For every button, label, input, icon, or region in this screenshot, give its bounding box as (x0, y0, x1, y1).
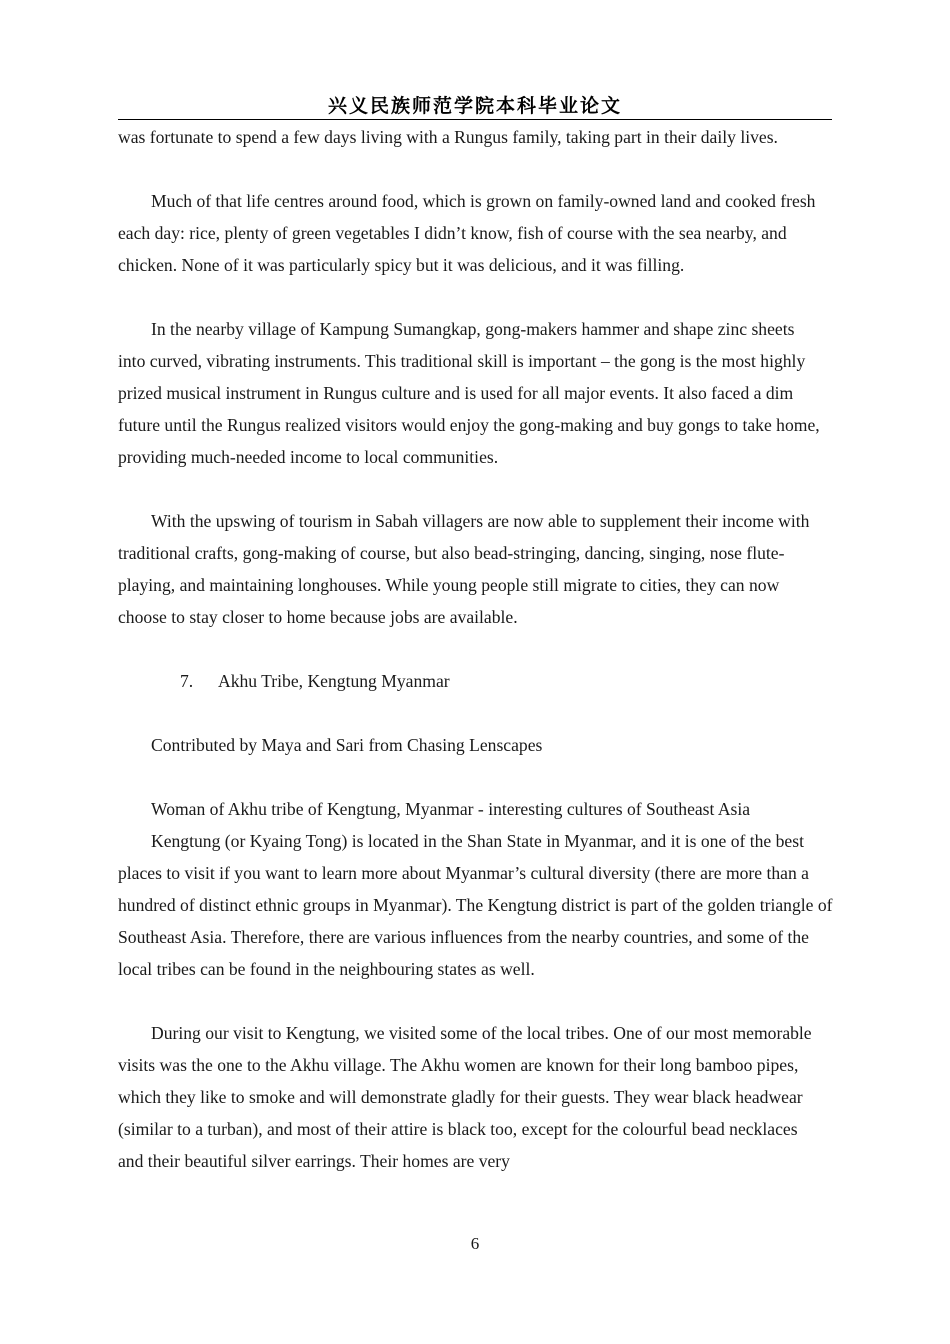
paragraph-continuation: was fortunate to spend a few days living with a Rungus family, taking part in their daily lives. (118, 127, 778, 147)
paragraph-akhu-visit: During our visit to Kengtung, we visited some of the local tribes. One of our most memorable visits was the one to the Akhu village. The Akhu women are known for their long bamboo pipes, which they like to smoke and will demonstrate gladly for their guests. They wear black headwear (similar to a turban), and most of their attire is black too, except for the colourful bead necklaces and their beautiful silver earrings. Their homes are very (118, 1023, 812, 1171)
paragraph-kengtung: Kengtung (or Kyaing Tong) is located in the Shan State in Myanmar, and it is one of the best places to visit if you want to learn more about Myanmar’s cultural diversity (there are more than a hundred of distinct ethnic groups in Myanmar). The Kengtung district is part of the golden triangle of Southeast Asia. Therefore, there are various influences from the nearby countries, and some of the local tribes can be found in the neighbouring states as well. (118, 831, 833, 979)
paragraph-gap (118, 633, 834, 665)
paragraph-image-caption: Woman of Akhu tribe of Kengtung, Myanmar - interesting cultures of Southeast Asia (151, 799, 751, 819)
paragraph-gap (118, 281, 834, 313)
paragraph-gap (118, 985, 834, 1017)
paragraph-gap (118, 697, 834, 729)
paragraph-gap (118, 473, 834, 505)
list-label: Akhu Tribe, Kengtung Myanmar (218, 671, 450, 691)
paragraph-food: Much of that life centres around food, which is grown on family-owned land and cooked fresh each day: rice, plenty of green vegetables I didn’t know, fish of course with the sea nearby, and chicken. None of it was particularly spicy but it was delicious, and it was filling. (118, 191, 816, 275)
page-number: 6 (470, 1234, 480, 1253)
document-body (118, 121, 834, 1177)
list-item-akhu-tribe (118, 665, 834, 697)
paragraph-gap (118, 153, 834, 185)
paragraph-gong-makers: In the nearby village of Kampung Sumangkap, gong-makers hammer and shape zinc sheets into curved, vibrating instruments. This traditional skill is important – the gong is the most highly prized musical instrument in Rungus culture and is used for all major events. It also faced a dim future until the Rungus realized visitors would enjoy the gong-making and buy gongs to take home, providing much-needed income to local communities. (118, 319, 820, 467)
page-header-title: 兴义民族师范学院本科毕业论文 (118, 94, 832, 120)
list-number: 7. (180, 671, 194, 691)
paragraph-tourism: With the upswing of tourism in Sabah villagers are now able to supplement their income with traditional crafts, gong-making of course, but also bead-stringing, dancing, singing, nose flute-playing, and maintaining longhouses. While young people still migrate to cities, they can now choose to stay closer to home because jobs are available. (118, 511, 810, 627)
paragraph-gap (118, 761, 834, 793)
paragraph-contributor: Contributed by Maya and Sari from Chasing Lenscapes (151, 735, 543, 755)
